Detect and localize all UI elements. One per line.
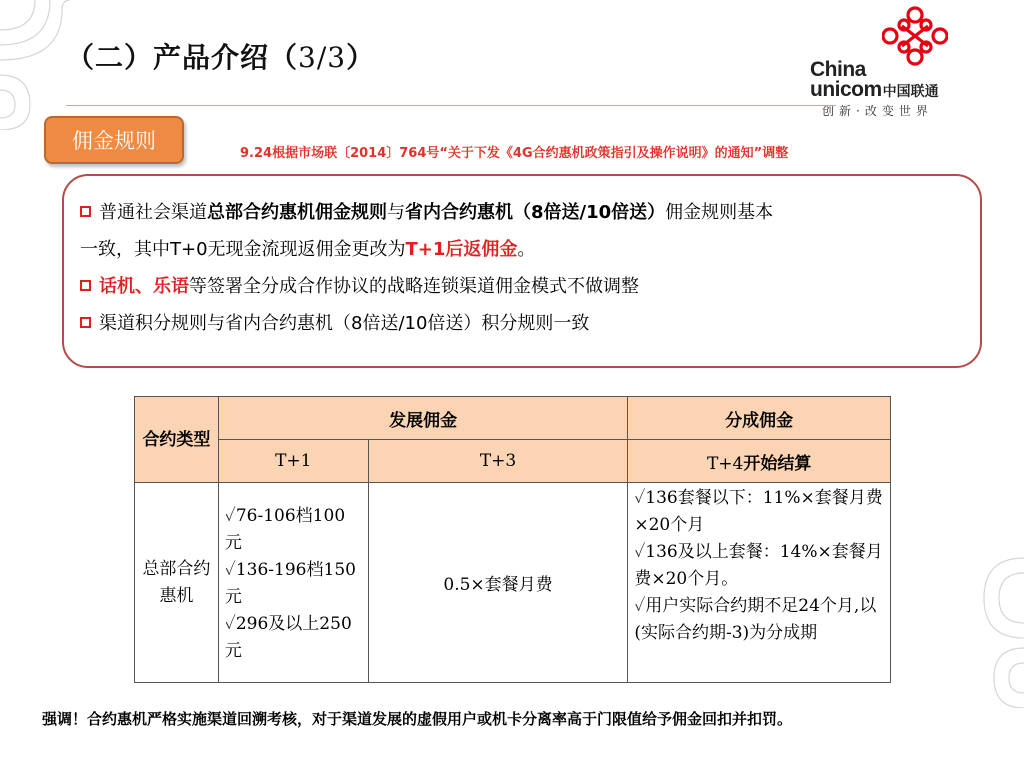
list-item	[634, 539, 884, 593]
commission-table	[134, 396, 891, 683]
check-icon: ✓	[634, 488, 646, 508]
rule-text: 普通社会渠道	[99, 202, 207, 223]
rule-text: 总部合约惠机佣金规则	[207, 202, 387, 223]
rule-item-1	[80, 194, 964, 231]
check-icon: ✓	[224, 506, 236, 526]
rule-item-1-cont	[80, 231, 964, 268]
logo-tagline: 创新·改变世界	[822, 104, 933, 118]
list-item	[634, 593, 884, 647]
t4-item-text: 用户实际合约期不足24个月,以(实际合约期-3)为分成期	[634, 596, 877, 643]
check-icon: ✓	[634, 542, 646, 562]
header-contract-type: 合约类型	[135, 397, 219, 483]
rules-box	[62, 174, 982, 368]
knot-logo-icon	[882, 6, 948, 66]
corner-decoration	[964, 538, 1024, 708]
table-row	[135, 483, 891, 683]
header-dev-commission: 发展佣金	[218, 397, 627, 440]
t1-cell	[218, 483, 368, 683]
t3-cell: 0.5×套餐月费	[368, 483, 628, 683]
page-title	[66, 36, 375, 76]
subheader-t1: T+1	[218, 440, 368, 483]
table-subheader-row	[135, 440, 891, 483]
check-icon: ✓	[224, 560, 236, 580]
corner-decoration	[0, 0, 70, 130]
title-suffix: ）	[346, 41, 376, 74]
subheader-t4-label: 开始结算	[743, 453, 812, 474]
table-header-row	[135, 397, 891, 440]
header-share-commission: 分成佣金	[628, 397, 891, 440]
subheader-t4-code: T+4	[706, 453, 744, 474]
logo-brand-line2	[810, 78, 939, 102]
logo-brand-en: unicom	[810, 78, 882, 101]
rule-text: 佣金规则基本	[665, 202, 774, 223]
row-label: 总部合约惠机	[135, 483, 219, 683]
emphasis-note: 强调！合约惠机严格实施渠道回溯考核，对于渠道发展的虚假用户或机卡分离率高于门限值给予佣金回扣并扣罚。	[42, 710, 793, 728]
company-logo	[802, 6, 1002, 118]
list-item	[225, 611, 362, 665]
logo-brand-cn: 中国联通	[882, 83, 939, 99]
list-item	[225, 503, 362, 557]
t1-item-text: 296及以上250元	[224, 614, 352, 661]
check-icon: ✓	[224, 614, 236, 634]
checkbox-bullet-icon	[80, 317, 91, 328]
t4-item-text: 136套餐以下：11%×套餐月费×20个月	[634, 488, 883, 535]
checkbox-bullet-icon	[80, 280, 91, 291]
rule-text: 一致，其中T+0无现金流现返佣金更改为	[80, 239, 406, 260]
policy-notice: 9.24根据市场联〔2014〕764号“关于下发《4G合约惠机政策指引及操作说明》的通知”调整	[240, 146, 789, 161]
t1-item-text: 76-106档100元	[224, 506, 346, 553]
list-item	[225, 557, 362, 611]
t1-item-text: 136-196档150元	[224, 560, 356, 607]
subheader-t3: T+3	[368, 440, 628, 483]
logo-brand-line1: China	[810, 58, 866, 81]
rule-text: 。	[517, 239, 536, 260]
t4-item-text: 136及以上套餐：14%×套餐月费×20个月。	[634, 542, 883, 589]
t4-cell	[628, 483, 891, 683]
rule-highlight: T+1后返佣金	[405, 239, 518, 260]
title-page: 3/3	[298, 41, 347, 74]
list-item	[634, 485, 884, 539]
section-tag: 佣金规则	[44, 116, 184, 164]
rule-text: 与	[387, 202, 405, 223]
rule-item-2	[80, 268, 964, 305]
checkbox-bullet-icon	[80, 206, 91, 217]
rule-highlight: 话机、乐语	[99, 276, 189, 297]
title-prefix: （二）产品介绍（	[66, 41, 299, 74]
rule-text: 等签署全分成合作协议的战略连锁渠道佣金模式不做调整	[189, 276, 639, 297]
subheader-t4	[628, 440, 891, 483]
rule-text: 省内合约惠机（8倍送/10倍送）	[405, 202, 666, 223]
header-divider	[66, 105, 836, 106]
check-icon: ✓	[634, 596, 646, 616]
rule-item-3	[80, 305, 964, 342]
rule-text: 渠道积分规则与省内合约惠机（8倍送/10倍送）积分规则一致	[99, 313, 590, 334]
